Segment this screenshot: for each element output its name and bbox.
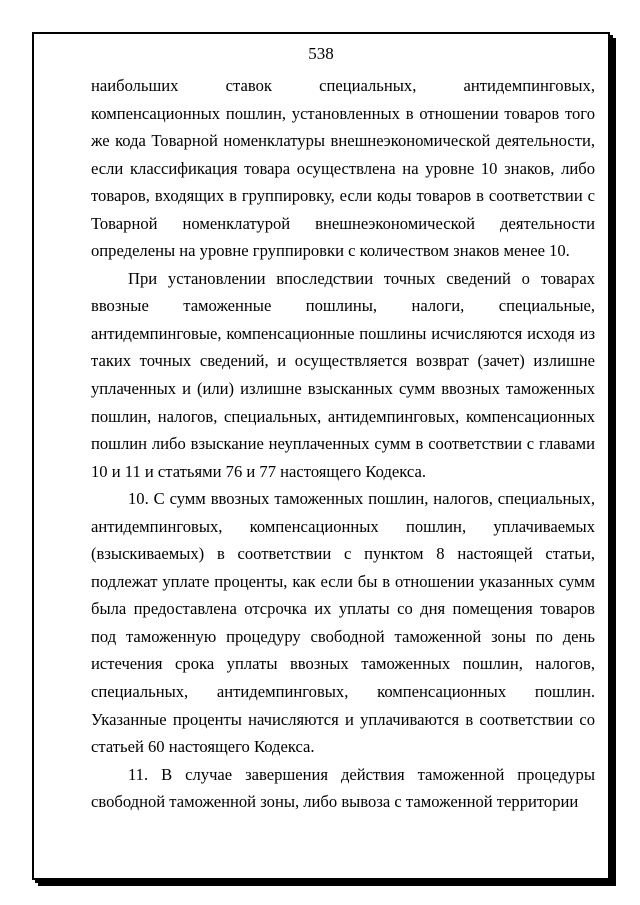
paragraph-item-11: 11. В случае завершения действия таможенной процедуры свободной таможенной зоны, либо вывоза с таможенной территории — [91, 764, 595, 812]
paragraph-item-10: 10. С сумм ввозных таможенных пошлин, налогов, специальных, антидемпинговых, компенсационных пошлин, уплачиваемых (взыскиваемых) в соответствии с пунктом 8 настоящей статьи, подлежат уплате проценты, как если бы в отношении указанных сумм была предоставлена отсрочка их уплаты со дня помещения товаров под таможенную процедуру свободной таможенной зоны по день истечения срока уплаты ввозных таможенных пошлин, налогов, специальных, антидемпинговых, компенсационных пошлин. Указанные проценты начисляются и уплачиваются в соответствии со статьей 60 настоящего Кодекса. — [91, 489, 595, 757]
paragraph-continuation: наибольших ставок специальных, антидемпинговых, компенсационных пошлин, установленных в отношении товаров того же кода Товарной номенклатуры внешнеэкономической деятельности, если классификация товара осуществлена на уровне 10 знаков, либо товаров, входящих в группировку, если коды товаров в соответствии с Товарной номенклатурой внешнеэкономической деятельности определены на уровне группировки с количеством знаков менее 10. — [91, 76, 595, 261]
page-number: 538 — [308, 44, 334, 63]
document-body — [91, 72, 595, 816]
page-frame — [32, 32, 610, 880]
paragraph-precise-info: При установлении впоследствии точных сведений о товарах ввозные таможенные пошлины, налоги, специальные, антидемпинговые, компенсационные пошлины исчисляются исходя из таких точных сведений, и осуществляется возврат (зачет) излишне уплаченных и (или) излишне взысканных сумм ввозных таможенных пошлин, налогов, специальных, антидемпинговых, компенсационных пошлин либо взыскание неуплаченных сумм в соответствии с главами 10 и 11 и статьями 76 и 77 настоящего Кодекса. — [91, 268, 595, 481]
